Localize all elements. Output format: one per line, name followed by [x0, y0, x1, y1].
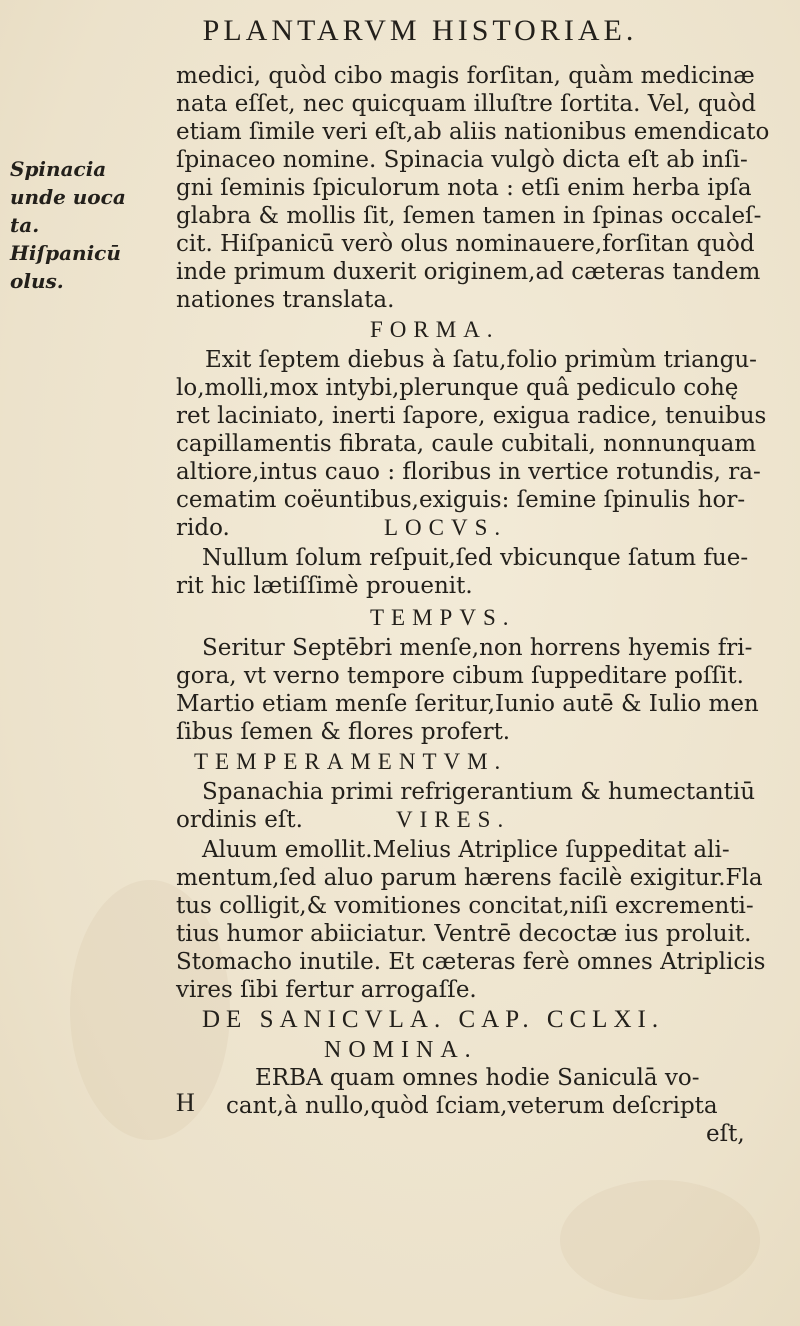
section-heading-temperamentum: TEMPERAMENTVM. — [194, 749, 508, 774]
body-line: medici, quòd cibo magis forſitan, quàm medicinæ — [176, 63, 755, 89]
body-line: tus colligit,& vomitiones concitat,niſi excrementi- — [176, 893, 754, 919]
margin-note: Spinacia — [10, 157, 107, 181]
section-heading-locus: LOCVS. — [384, 515, 508, 540]
body-line: ſibus ſemen & flores profert. — [176, 719, 511, 745]
body-line: ERBA quam omnes hodie Saniculā vo- — [255, 1065, 700, 1091]
body-line: nationes translata. — [176, 287, 395, 313]
section-heading-tempus: TEMPVS. — [370, 605, 516, 630]
body-line: vires ſibi fertur arrogaſſe. — [176, 977, 477, 1003]
body-line: etiam ſimile veri eſt,ab aliis nationibus emendicato — [176, 119, 770, 145]
body-line: mentum,ſed aluo parum hærens facilè exigitur.Fla — [176, 865, 763, 891]
body-line: ordinis eſt. — [176, 807, 303, 833]
margin-note: Hiſpanicū — [10, 241, 121, 265]
section-heading-vires: VIRES. — [396, 807, 511, 832]
body-line: Martio etiam menſe ſeritur,Iunio autē & Iulio men — [176, 691, 759, 717]
chapter-title: DE SANICVLA. CAP. CCLXI. — [202, 1006, 665, 1033]
body-line: Exit ſeptem diebus à ſatu,folio primùm triangu- — [205, 347, 757, 373]
body-line: tius humor abiiciatur. Ventrē decoctæ ius proluit. — [176, 921, 752, 947]
body-line: cant,à nullo,quòd ſciam,veterum deſcripta — [226, 1093, 718, 1119]
body-line: Nullum ſolum reſpuit,ſed vbicunque ſatum fue- — [202, 545, 749, 571]
body-line: gni ſeminis ſpiculorum nota : etſi enim herba ipſa — [176, 175, 752, 201]
body-line: inde primum duxerit originem,ad cæteras tandem — [176, 259, 761, 285]
body-line: glabra & mollis ſit, ſemen tamen in ſpinas occaleſ- — [176, 203, 762, 229]
body-line: cit. Hiſpanicū verò olus nominauere,forſitan quòd — [176, 231, 755, 257]
body-line: ret laciniato, inerti ſapore, exigua radice, tenuibus — [176, 403, 767, 429]
body-line: capillamentis fibrata, caule cubitali, nonnunquam — [176, 431, 757, 457]
catchword: eſt, — [706, 1121, 745, 1147]
body-line: rit hic lætiſſimè prouenit. — [176, 573, 473, 599]
body-line: cematim coëuntibus,exiguis: ſemine ſpinulis hor- — [176, 487, 746, 513]
body-line: Aluum emollit.Melius Atriplice ſuppeditat ali- — [202, 837, 730, 863]
section-heading-nomina: NOMINA. — [324, 1037, 478, 1063]
margin-note: unde uoca — [10, 185, 126, 209]
margin-note: olus. — [10, 269, 64, 293]
body-line: Spanachia primi refrigerantium & humectantiū — [202, 779, 756, 805]
section-heading-forma: FORMA. — [370, 317, 500, 342]
body-line: Stomacho inutile. Et cæteras ferè omnes Atriplicis — [176, 949, 766, 975]
body-line: ſpinaceo nomine. Spinacia vulgò dicta eſt ab inſi- — [176, 147, 748, 173]
running-header: PLANTARVM HISTORIAE. — [202, 14, 638, 47]
body-line: altiore,intus cauo : floribus in vertice rotundis, ra- — [176, 459, 761, 485]
body-line: nata eſſet, nec quicquam illuſtre ſortita. Vel, quòd — [176, 91, 756, 117]
body-line: rido. — [176, 515, 230, 541]
paper-stain — [560, 1180, 760, 1300]
drop-initial: H — [176, 1088, 195, 1117]
body-line: Seritur Septēbri menſe,non horrens hyemis fri- — [202, 635, 753, 661]
margin-note: ta. — [10, 213, 40, 237]
body-line: gora, vt verno tempore cibum ſuppeditare poſſit. — [176, 663, 744, 689]
body-line: lo,molli,mox intybi,plerunque quâ pediculo cohę — [176, 375, 739, 401]
